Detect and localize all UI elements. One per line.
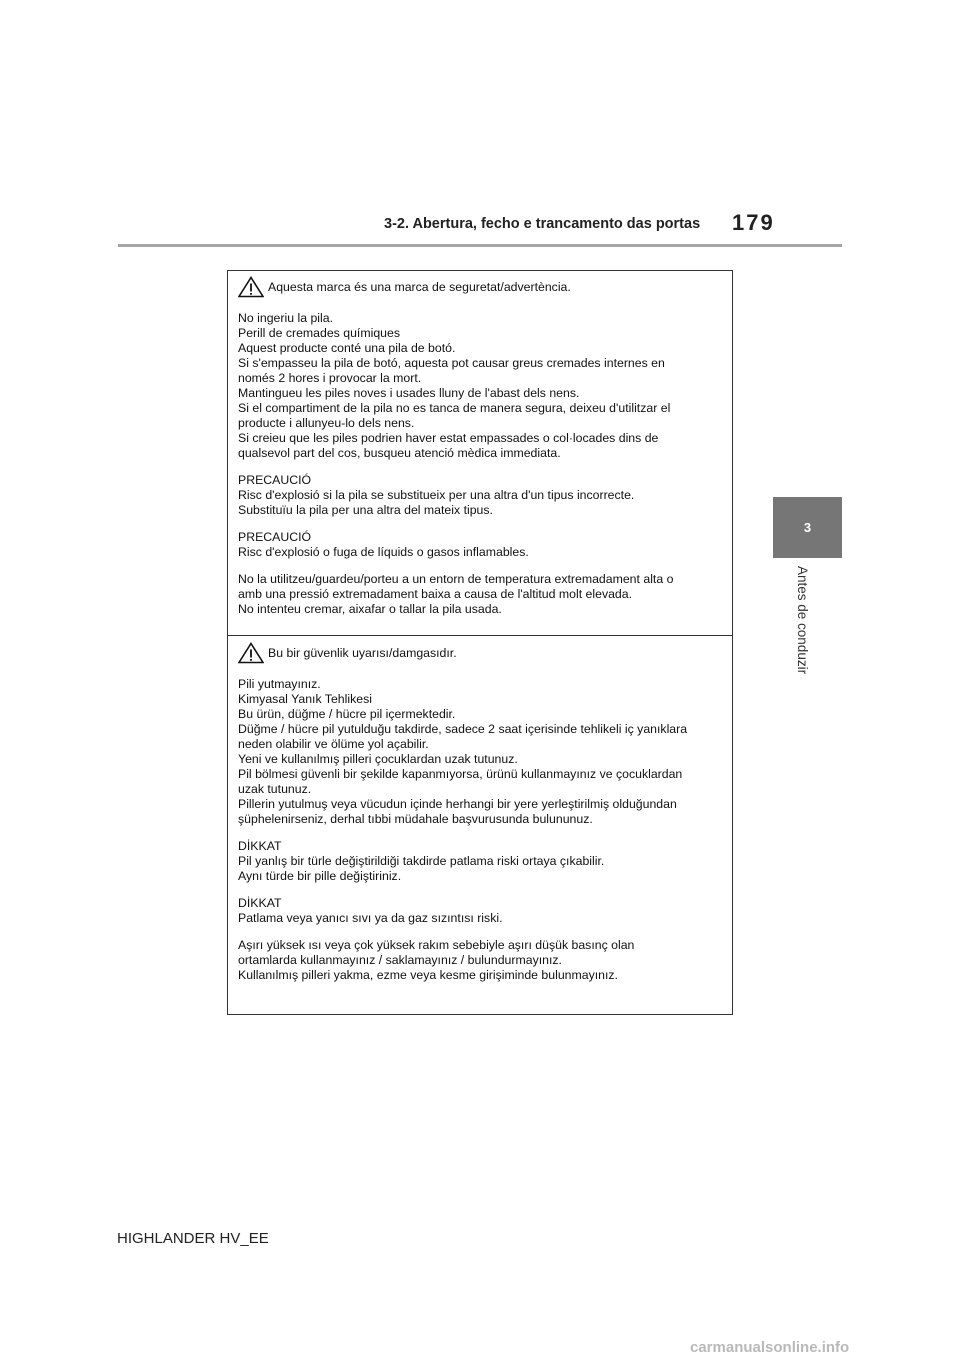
warning-blocks [238, 677, 732, 983]
text-line: DİKKAT [238, 896, 282, 910]
warning-heading: Bu bir güvenlik uyarısı/damgasıdır. [268, 645, 457, 660]
text-line: ortamlarda kullanmayınız / saklamayınız / bulundurmayınız. [238, 953, 562, 967]
text-line: DİKKAT [238, 839, 282, 853]
text-line: Risc d'explosió o fuga de líquids o gasos inflamables. [238, 545, 529, 559]
text-line: neden olabilir ve ölüme yol açabilir. [238, 737, 429, 751]
text-line: PRECAUCIÓ [238, 473, 312, 487]
section-title: 3-2. Abertura, fecho e trancamento das portas [384, 216, 701, 232]
paragraph-block [238, 896, 732, 926]
paragraph-block [238, 473, 732, 518]
page-number: 179 [732, 210, 775, 235]
warning-blocks [238, 311, 732, 617]
warning-section-turkish [228, 635, 732, 983]
text-line: Si s'empasseu la pila de botó, aquesta pot causar greus cremades internes en [238, 356, 665, 370]
text-line: No ingeriu la pila. [238, 311, 334, 325]
text-line: Mantingueu les piles noves i usades lluny de l'abast dels nens. [238, 386, 580, 400]
text-line: Substituïu la pila per una altra del mateix tipus. [238, 503, 493, 517]
text-line: Kullanılmış pilleri yakma, ezme veya kesme girişiminde bulunmayınız. [238, 968, 618, 982]
text-line: Kimyasal Yanık Tehlikesi [238, 692, 372, 706]
footer-model-label: HIGHLANDER HV_EE [117, 1230, 269, 1247]
text-line: Pili yutmayınız. [238, 677, 321, 691]
warning-section-catalan [228, 275, 732, 617]
text-line: amb una pressió extremadament baixa a causa de l'altitud molt elevada. [238, 587, 633, 601]
watermark: carmanualsonline.info [690, 1339, 850, 1356]
warning-heading-row [238, 275, 732, 299]
paragraph-block [238, 938, 732, 983]
text-line: Si creieu que les piles podrien haver estat empassades o col·locades dins de [238, 431, 659, 445]
paragraph-block [238, 530, 732, 560]
text-line: Aquest producte conté una pila de botó. [238, 341, 456, 355]
header-divider [118, 244, 842, 247]
text-line: només 2 hores i provocar la mort. [238, 371, 422, 385]
paragraph-block [238, 839, 732, 884]
text-line: Aşırı yüksek ısı veya çok yüksek rakım sebebiyle aşırı düşük basınç olan [238, 938, 635, 952]
text-line: Risc d'explosió si la pila se substitueix per una altra d'un tipus incorrecte. [238, 488, 635, 502]
chapter-label: Antes de conduzir [795, 566, 810, 675]
chapter-tab: 3 [773, 497, 842, 558]
text-line: Bu ürün, düğme / hücre pil içermektedir. [238, 707, 456, 721]
warning-triangle-icon [238, 642, 264, 664]
text-line: No la utilitzeu/guardeu/porteu a un entorn de temperatura extremadament alta o [238, 572, 674, 586]
text-line: uzak tutunuz. [238, 782, 312, 796]
paragraph-block [238, 677, 732, 827]
text-line: Aynı türde bir pille değiştiriniz. [238, 869, 402, 883]
text-line: qualsevol part del cos, busqueu atenció mèdica immediata. [238, 446, 561, 460]
text-line: PRECAUCIÓ [238, 530, 312, 544]
warning-heading-row [238, 641, 732, 665]
text-line: Si el compartiment de la pila no es tanca de manera segura, deixeu d'utilitzar el [238, 401, 671, 415]
text-line: şüphelenirseniz, derhal tıbbi müdahale başvurusunda bulununuz. [238, 812, 593, 826]
text-line: Düğme / hücre pil yutulduğu takdirde, sadece 2 saat içerisinde tehlikeli iç yanıklara [238, 722, 688, 736]
warning-box [227, 270, 733, 1015]
text-line: Patlama veya yanıcı sıvı ya da gaz sızıntısı riski. [238, 911, 503, 925]
paragraph-block [238, 572, 732, 617]
warning-heading: Aquesta marca és una marca de seguretat/advertència. [268, 279, 571, 294]
text-line: Perill de cremades químiques [238, 326, 400, 340]
text-line: Pil yanlış bir türle değiştirildiği takdirde patlama riski ortaya çıkabilir. [238, 854, 605, 868]
text-line: Yeni ve kullanılmış pilleri çocuklardan uzak tutunuz. [238, 752, 518, 766]
text-line: No intenteu cremar, aixafar o tallar la pila usada. [238, 602, 502, 616]
text-line: Pillerin yutulmuş veya vücudun içinde herhangi bir yere yerleştirilmiş olduğundan [238, 797, 677, 811]
text-line: producte i allunyeu-lo dels nens. [238, 416, 415, 430]
paragraph-block [238, 311, 732, 461]
text-line: Pil bölmesi güvenli bir şekilde kapanmıyorsa, ürünü kullanmayınız ve çocuklardan [238, 767, 683, 781]
warning-triangle-icon [238, 276, 264, 298]
